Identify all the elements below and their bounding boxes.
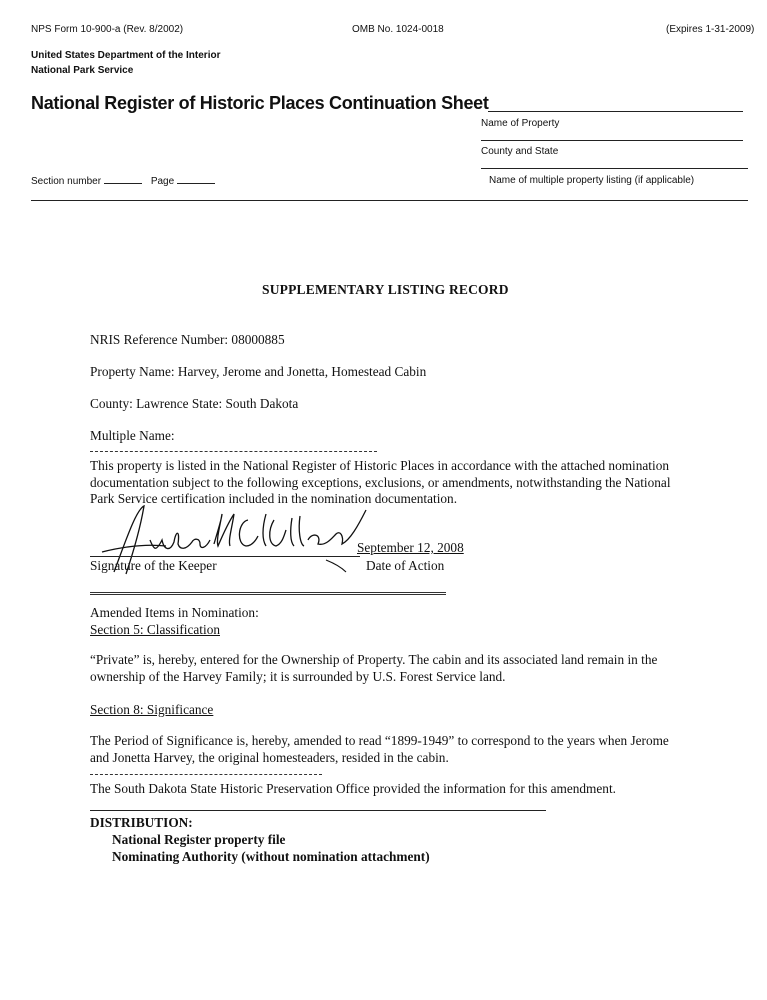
expiration-date: (Expires 1-31-2009) bbox=[666, 24, 755, 35]
omb-number: OMB No. 1024-0018 bbox=[352, 24, 444, 35]
distribution-item: National Register property file bbox=[112, 832, 286, 847]
section-number-field bbox=[31, 175, 221, 187]
section-8-title: Section 8: Significance bbox=[90, 702, 214, 717]
page-blank bbox=[177, 175, 215, 184]
signature-label: Signature of the Keeper bbox=[90, 558, 217, 573]
shpo-note: The South Dakota State Historic Preservation Office provided the information for this amendment. bbox=[90, 781, 616, 796]
form-title: National Register of Historic Places Continuation Sheet bbox=[31, 93, 489, 113]
name-of-property-line bbox=[488, 111, 743, 112]
name-of-property-label: Name of Property bbox=[481, 118, 560, 129]
nris-reference: NRIS Reference Number: 08000885 bbox=[90, 332, 285, 347]
date-of-action-label: Date of Action bbox=[366, 558, 445, 573]
agency-name: National Park Service bbox=[31, 65, 134, 76]
multiple-name: Multiple Name: bbox=[90, 428, 175, 443]
property-name: Property Name: Harvey, Jerome and Jonetta, Homestead Cabin bbox=[90, 364, 427, 379]
section-8-text: The Period of Significance is, hereby, amended to read “1899-1949” to correspond to the years when Jerome and Jonetta Harvey, the original homesteaders, resided in the cabin. bbox=[90, 733, 669, 765]
double-separator bbox=[90, 592, 446, 595]
signature-line bbox=[90, 556, 360, 557]
section-5-title: Section 5: Classification bbox=[90, 622, 220, 637]
record-heading: SUPPLEMENTARY LISTING RECORD bbox=[262, 282, 509, 297]
listing-statement: This property is listed in the National Register of Historic Places in accordance with the attached nomination documentation subject to the following exceptions, exclusions, or amendments, notwithstanding the National Park Service certification included in the nomination documentation. bbox=[90, 458, 671, 506]
date-of-action-value: September 12, 2008 bbox=[357, 540, 464, 555]
county-state: County: Lawrence State: South Dakota bbox=[90, 396, 299, 411]
header-divider bbox=[31, 200, 748, 201]
amended-items-heading: Amended Items in Nomination: bbox=[90, 605, 259, 620]
section-number-blank bbox=[104, 175, 142, 184]
distribution-item: Nominating Authority (without nomination attachment) bbox=[112, 849, 430, 864]
county-state-label: County and State bbox=[481, 146, 559, 157]
page-label: Page bbox=[150, 176, 175, 187]
multiple-listing-label: Name of multiple property listing (if applicable) bbox=[489, 175, 695, 186]
dashed-separator-top bbox=[90, 451, 377, 452]
county-state-line bbox=[481, 140, 743, 141]
multiple-listing-line bbox=[481, 168, 748, 169]
section-5-text: “Private” is, hereby, entered for the Ownership of Property. The cabin and its associated land remain in the ownership of the Harvey Family; it is surrounded by U.S. Forest Service land. bbox=[90, 652, 658, 684]
form-number: NPS Form 10-900-a (Rev. 8/2002) bbox=[31, 24, 184, 35]
distribution-divider bbox=[90, 810, 546, 811]
department-name: United States Department of the Interior bbox=[31, 50, 221, 61]
section-number-label: Section number bbox=[31, 176, 102, 187]
dashed-separator-bottom bbox=[90, 774, 322, 775]
distribution-heading: DISTRIBUTION: bbox=[90, 815, 193, 830]
